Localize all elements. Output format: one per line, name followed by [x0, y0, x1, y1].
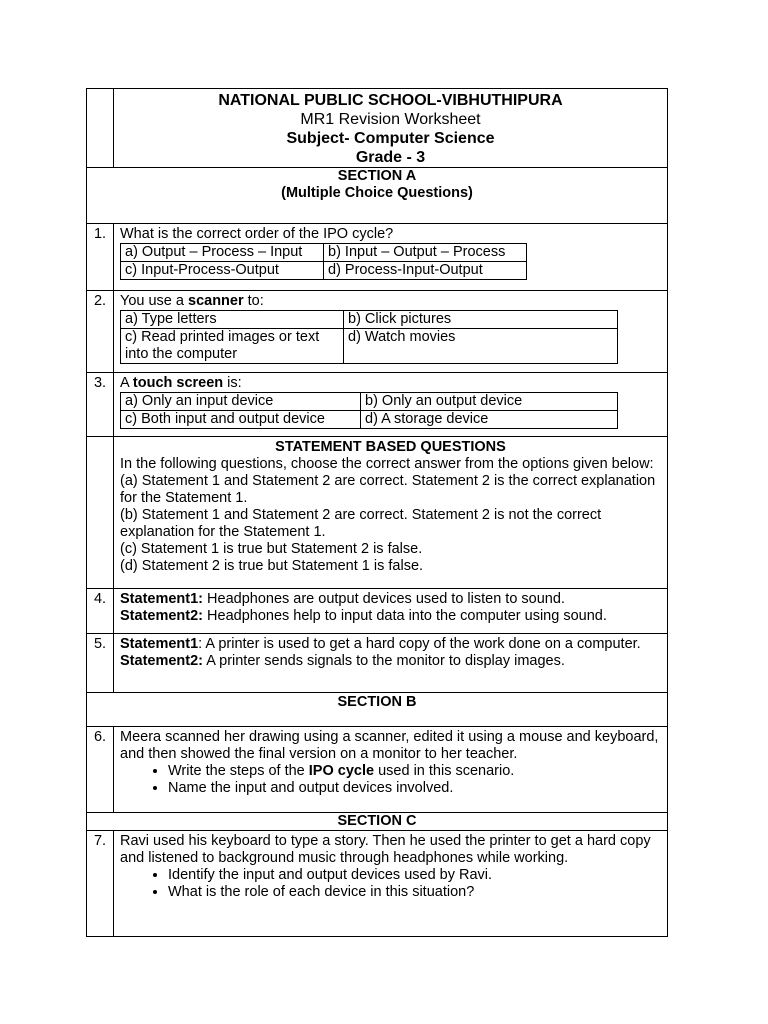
question-2 [114, 291, 668, 373]
subject-title: Subject- Computer Science [286, 130, 495, 147]
question-number: 3. [87, 373, 114, 437]
question-6 [114, 727, 668, 813]
question-7 [114, 831, 668, 937]
statement-option-b: (b) Statement 1 and Statement 2 are correct. Statement 2 is not the correct explanation for the Statement 1. [120, 507, 602, 540]
options-table [120, 392, 618, 429]
question-number: 5. [87, 634, 114, 693]
section-a-cell [87, 168, 668, 224]
option-a: a) Only an input device [121, 393, 361, 411]
question-text: A touch screen is: [120, 375, 242, 391]
statement-title: STATEMENT BASED QUESTIONS [275, 439, 506, 455]
question-text: What is the correct order of the IPO cycle? [120, 226, 394, 242]
bullet-item: • Write the steps of the IPO cycle used in this scenario. [168, 763, 661, 780]
section-c-cell [87, 813, 668, 831]
option-c: c) Input-Process-Output [121, 262, 324, 280]
question-number: 2. [87, 291, 114, 373]
section-b-cell [87, 693, 668, 727]
grade-title: Grade - 3 [355, 149, 426, 166]
bullet-item: • What is the role of each device in this situation? [168, 884, 661, 901]
question-5 [114, 634, 668, 693]
question-4 [114, 589, 668, 634]
option-b: b) Only an output device [361, 393, 618, 411]
bullet-item: • Identify the input and output devices used by Ravi. [168, 867, 661, 884]
statement-1: Statement1: A printer is used to get a hard copy of the work done on a computer. [120, 636, 641, 652]
question-number: 4. [87, 589, 114, 634]
option-b: b) Click pictures [344, 311, 618, 329]
statement-option-a: (a) Statement 1 and Statement 2 are correct. Statement 2 is the correct explanation for the Statement 1. [120, 473, 656, 506]
statement-intro: In the following questions, choose the correct answer from the options given below: [120, 456, 654, 472]
question-number: 7. [87, 831, 114, 937]
statement-option-d: (d) Statement 2 is true but Statement 1 is false. [120, 558, 424, 574]
header-margin-cell [87, 89, 114, 168]
question-1 [114, 224, 668, 291]
section-b-title: SECTION B [337, 694, 417, 710]
question-text: Ravi used his keyboard to type a story. Then he used the printer to get a hard copy and listened to background music through headphones while working. [120, 833, 651, 866]
bullet-item: • Name the input and output devices involved. [168, 780, 661, 797]
school-name: NATIONAL PUBLIC SCHOOL-VIBHUTHIPURA [218, 92, 563, 109]
statement-1: Statement1: Headphones are output devices used to listen to sound. [120, 591, 565, 607]
option-d: d) Watch movies [344, 329, 618, 364]
margin-cell [87, 437, 114, 589]
question-number: 6. [87, 727, 114, 813]
statement-2: Statement2: Headphones help to input data into the computer using sound. [120, 608, 607, 624]
statement-2: Statement2: A printer sends signals to the monitor to display images. [120, 653, 565, 669]
options-table [120, 243, 527, 280]
option-b: b) Input – Output – Process [324, 244, 527, 262]
bullet-list [120, 867, 661, 901]
worksheet [86, 88, 668, 937]
section-a-subtitle: (Multiple Choice Questions) [281, 185, 473, 201]
header-cell [114, 89, 668, 168]
options-table [120, 310, 618, 364]
statement-instructions [114, 437, 668, 589]
option-c: c) Both input and output device [121, 411, 361, 429]
question-3 [114, 373, 668, 437]
worksheet-table [86, 88, 668, 937]
section-a-title: SECTION A [337, 168, 417, 184]
option-d: d) Process-Input-Output [324, 262, 527, 280]
section-c-title: SECTION C [337, 813, 417, 829]
question-text: You use a scanner to: [120, 293, 264, 309]
option-a: a) Output – Process – Input [121, 244, 324, 262]
option-d: d) A storage device [361, 411, 618, 429]
option-c: c) Read printed images or text into the computer [121, 329, 344, 364]
question-text: Meera scanned her drawing using a scanner, edited it using a mouse and keyboard, and then showed the final version on a monitor to her teacher. [120, 729, 659, 762]
option-a: a) Type letters [121, 311, 344, 329]
worksheet-title: MR1 Revision Worksheet [300, 111, 481, 128]
bullet-list [120, 763, 661, 797]
question-number: 1. [87, 224, 114, 291]
statement-option-c: (c) Statement 1 is true but Statement 2 is false. [120, 541, 423, 557]
